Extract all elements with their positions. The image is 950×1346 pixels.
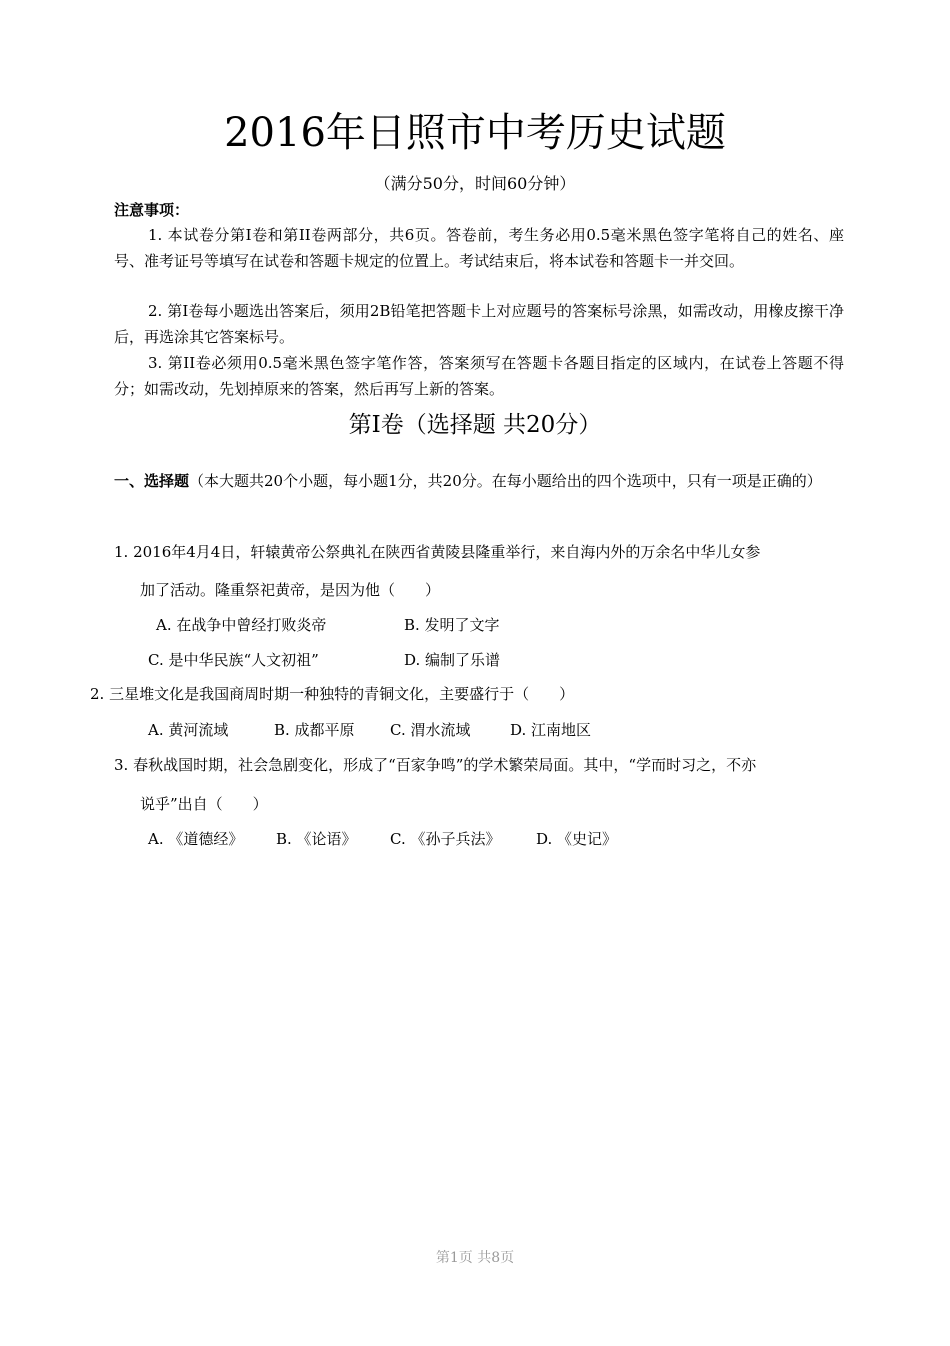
note-item-1: 1. 本试卷分第I卷和第II卷两部分，共6页。答卷前，考生务必用0.5毫米黑色签字笔将自己的姓名、座号、准考证号等填写在试卷和答题卡规定的位置上。考试结束后，将本试卷和答题卡一并交回。 <box>114 226 844 270</box>
question-1-option-c: C. 是中华民族“人文初祖” <box>148 651 319 669</box>
question-2-option-b: B. 成都平原 <box>274 721 355 739</box>
question-2-option-d: D. 江南地区 <box>510 721 592 739</box>
note-item-2: 2. 第I卷每小题选出答案后，须用2B铅笔把答题卡上对应题号的答案标号涂黑，如需改动，用橡皮擦干净后，再选涂其它答案标号。 <box>114 302 844 346</box>
page-title: 2016年日照市中考历史试题 <box>224 110 726 156</box>
question-1-option-b: B. 发明了文字 <box>404 616 500 634</box>
question-3-option-d: D. 《史记》 <box>536 830 618 848</box>
page-footer: 第1页 共8页 <box>435 1250 515 1266</box>
part-label: 一、选择题 <box>114 472 190 490</box>
part-heading <box>114 464 844 498</box>
note-item-3: 3. 第II卷必须用0.5毫米黑色签字笔作答，答案须写在答题卡各题目指定的区域内，在试卷上答题不得分；如需改动，先划掉原来的答案，然后再写上新的答案。 <box>114 354 844 398</box>
question-3-option-c: C. 《孙子兵法》 <box>390 830 501 848</box>
notes-heading: 注意事项： <box>114 201 190 219</box>
question-3-line-2: 说乎”出自（ ） <box>140 795 268 813</box>
question-2-option-c: C. 渭水流域 <box>390 721 471 739</box>
question-1-option-a: A. 在战争中曾经打败炎帝 <box>156 616 327 634</box>
question-1-line-1: 1. 2016年4月4日，轩辕黄帝公祭典礼在陕西省黄陵县隆重举行，来自海内外的万余名中华儿女参 <box>114 543 761 561</box>
part-instructions: （本大题共20个小题，每小题1分，共20分。在每小题给出的四个选项中，只有一项是正确的） <box>189 472 822 490</box>
question-1-option-d: D. 编制了乐谱 <box>404 651 501 669</box>
question-2-option-a: A. 黄河流域 <box>148 721 229 739</box>
section-title: 第I卷（选择题 共20分） <box>348 412 602 438</box>
question-2-line-1: 2. 三星堆文化是我国商周时期一种独特的青铜文化，主要盛行于（ ） <box>90 685 575 703</box>
page-subtitle: （满分50分，时间60分钟） <box>374 174 576 193</box>
question-3-line-1: 3. 春秋战国时期，社会急剧变化，形成了“百家争鸣”的学术繁荣局面。其中，“学而时习之，不亦 <box>114 756 757 774</box>
question-3-option-a: A. 《道德经》 <box>148 830 244 848</box>
question-1-line-2: 加了活动。隆重祭祀黄帝，是因为他（ ） <box>140 581 441 599</box>
question-3-option-b: B. 《论语》 <box>276 830 357 848</box>
